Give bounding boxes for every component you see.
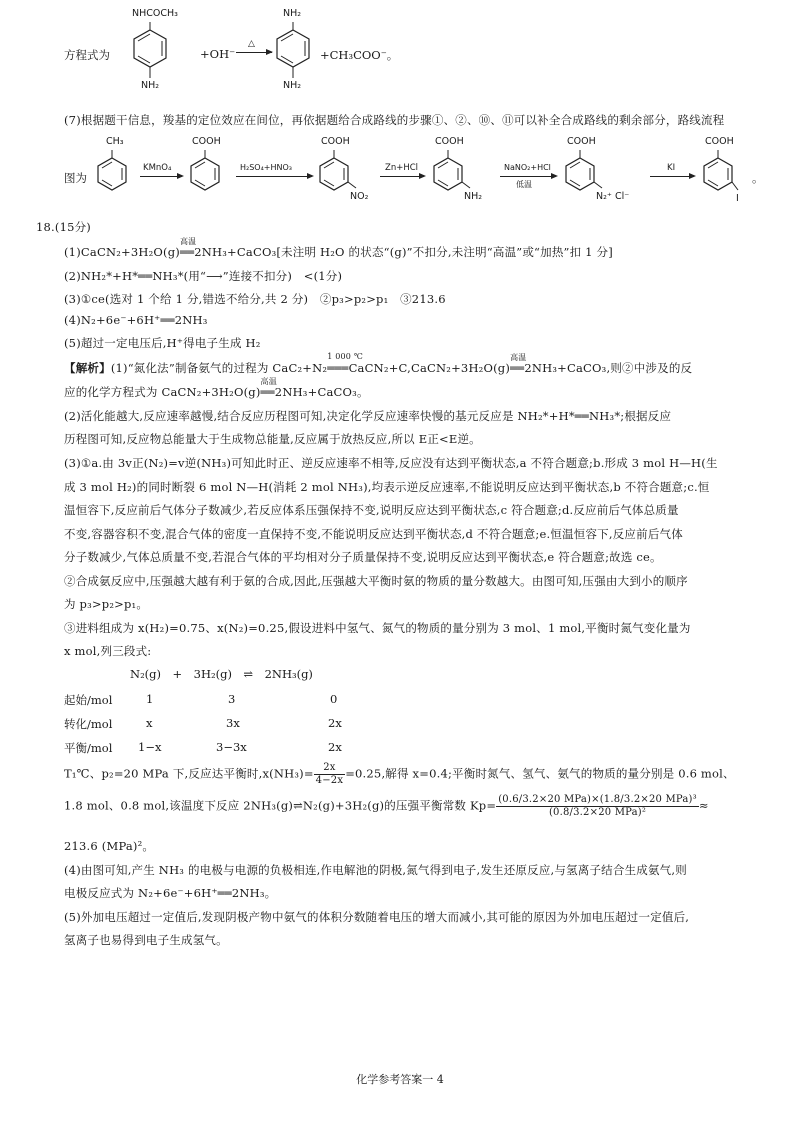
an3c: 温恒容下,反应前后气体分子数减少,若反应体系压强保持不变,说明反应达到平衡状态,c 符合题意;d.反应前后气体总质量	[64, 503, 679, 517]
amino-cooh: COOH	[435, 136, 464, 147]
benzoic-acid-structure	[187, 140, 227, 210]
arrow-nitration	[236, 176, 312, 177]
an3d: 不变,容器容积不变,混合气体的密度一直保持不变,不能说明反应达到平衡状态,d 不符合题意;e.恒温恒容下,反应前后气体	[64, 527, 683, 541]
toluene-structure	[94, 140, 134, 210]
iodo-i: I	[736, 193, 739, 204]
ice-table-equation: N₂(g) + 3H₂(g) ⇌ 2NH₃(g)	[130, 667, 313, 681]
benzoic-cooh: COOH	[192, 136, 221, 147]
page-footer: 化学参考答案一 4	[356, 1073, 444, 1086]
arrow-head-nitration	[307, 173, 314, 179]
an3a: (3)①a.由 3v正(N₂)=v逆(NH₃)可知此时正、逆反应速率不相等,反应没有达到平衡状态,a 不符合题意;b.形成 3 mol H—H(生	[64, 456, 718, 470]
kp-denominator: (0.8/3.2×20 MPa)²	[548, 807, 647, 818]
reagent-kmno4: KMnO₄	[143, 163, 172, 173]
ice-cell-h2: 3−3x	[216, 740, 247, 754]
ice-cell-h2: 3	[228, 692, 236, 706]
pda-bottom-nh2: NH₂	[283, 80, 302, 91]
acetanilide-nh2: NH₂	[141, 80, 160, 91]
plus-oh: +OH⁻	[200, 47, 236, 61]
ice-cell-nh3: 0	[330, 692, 338, 706]
an2b: 历程图可知,反应物总能量大于生成物总能量,反应属于放热反应,所以 E正<E逆。	[64, 432, 481, 446]
an4a: (4)由图可知,产生 NH₃ 的电极与电源的负极相连,作电解池的阴极,氮气得到电子,发生还原反应,与氢离子结合生成氨气,则	[64, 863, 687, 877]
iodo-cooh: COOH	[705, 136, 734, 147]
q18-a1-left: (1)CaCN₂+3H₂O(g)	[64, 245, 180, 259]
nitrobenzoic-acid-structure	[316, 140, 369, 215]
heat-symbol: △	[248, 39, 255, 49]
ice-row-label: 起始/mol	[64, 693, 113, 707]
arrow-head-diazotization	[551, 173, 558, 179]
an4b: 电极反应式为 N₂+6e⁻+6H⁺══2NH₃。	[64, 886, 277, 900]
q7-text: (7)根据题干信息，羧基的定位效应在间位，再依据题给合成路线的步骤①、②、⑩、⑪可以补全合成路线的剩余部分，路线流程	[64, 113, 725, 127]
approx-sign: ≈	[698, 798, 709, 813]
label-high-temp-3: 高温	[260, 377, 277, 386]
arrow-kmno4	[140, 176, 182, 177]
an3f: ②合成氨反应中,压强越大越有利于氨的合成,因此,压强越大平衡时氨的物质的量分数越大。由图可知,压强由大到小的顺序	[64, 574, 688, 588]
ice-cell-n2: 1−x	[138, 740, 162, 754]
q18-header: 18.(15分)	[36, 220, 91, 234]
analysis-line-1	[64, 352, 693, 376]
diazonium-n2cl: N₂⁺ Cl⁻	[596, 191, 630, 202]
reagent-zn-hcl: Zn+HCl	[385, 163, 419, 173]
toluene-ch3: CH₃	[106, 136, 124, 147]
an3l: 213.6 (MPa)²。	[64, 839, 155, 853]
diazonium-cooh: COOH	[567, 136, 596, 147]
aminobenzoic-acid-structure	[430, 140, 483, 215]
an5b: 氢离子也易得到电子生成氢气。	[64, 933, 228, 947]
an1d: 应的化学方程式为 CaCN₂+3H₂O(g)	[64, 385, 261, 399]
reagent-ki: KI	[667, 163, 676, 173]
q7-route-prefix: 图为	[64, 171, 87, 185]
an3i: x mol,列三段式:	[64, 644, 152, 658]
label-high-temp-2: 高温	[510, 353, 527, 362]
arrow-high-temp-3: 高温 ══	[260, 377, 277, 399]
ice-row-label: 转化/mol	[64, 717, 113, 731]
arrow-head-iodination	[689, 173, 696, 179]
q18-a1-right: 2NH₃+CaCO₃[未注明 H₂O 的状态“(g)”不扣分,未注明“高温”或“加热”扣 1 分]	[194, 245, 613, 259]
nitro-no2: NO₂	[350, 191, 369, 202]
an3j-b: =0.25,解得 x=0.4;平衡时氮气、氢气、氨气的物质的量分别是 0.6 mol、	[345, 766, 735, 781]
diazonium-structure	[562, 140, 612, 215]
q18-a2: (2)NH₂*+H*══NH₃*(用“⟶”连接不扣分) <(1分)	[64, 269, 343, 283]
an3j-a: T₁℃、p₂=20 MPa 下,反应达平衡时,x(NH₃)=	[64, 766, 314, 781]
ice-cell-nh3: 2x	[328, 716, 342, 730]
arrow-head-reduction	[419, 173, 426, 179]
arrow-iodination	[650, 176, 694, 177]
reagent-diazotization: NaNO₂+HCl	[504, 163, 551, 172]
kp-fraction	[496, 794, 699, 819]
an1a: (1)“氮化法”制备氨气的过程为 CaC₂+N₂	[110, 361, 328, 375]
q18-a4: (4)N₂+6e⁻+6H⁺══2NH₃	[64, 313, 208, 327]
q18-a3: (3)①ce(选对 1 个给 1 分,错选不给分,共 2 分) ②p₃>p₂>p₁ ③213.6	[64, 292, 446, 306]
ice-cell-n2: 1	[146, 692, 154, 706]
an1e: 2NH₃+CaCO₃。	[274, 385, 369, 399]
high-temp-label: 高温	[179, 237, 197, 246]
an3k-a: 1.8 mol、0.8 mol,该温度下反应 2NH₃(g)⇌N₂(g)+3H₂(g)的压强平衡常数 Kp=	[64, 798, 497, 813]
kp-numerator: (0.6/3.2×20 MPa)×(1.8/3.2×20 MPa)³	[498, 794, 697, 805]
amino-nh2: NH₂	[464, 191, 483, 202]
an3e: 分子数减少,气体总质量不变,若混合气体的平均相对分子质量保持不变,说明反应达到平衡状态,e 符合题意;故选 ce。	[64, 550, 662, 564]
arrow-reduction	[380, 176, 424, 177]
analysis-line-2	[64, 377, 369, 400]
q18-a5: (5)超过一定电压后,H⁺得电子生成 H₂	[64, 336, 261, 350]
an3g: 为 p₃>p₂>p₁。	[64, 597, 149, 611]
route-end: 。	[752, 171, 764, 185]
an2a: (2)活化能越大,反应速率越慢,结合反应历程图可知,决定化学反应速率快慢的基元反应是 NH₂*+H*══NH₃*;根据反应	[64, 409, 672, 423]
an3b: 成 3 mol H₂)的同时断裂 6 mol N—H(消耗 2 mol NH₃),均表示逆反应速率,不能说明反应达到平衡状态,b 不符合题意;c.恒	[64, 480, 710, 494]
q18-a1	[64, 237, 613, 260]
arrow-1000c: 1 000 ℃ ═══	[327, 352, 363, 375]
ice-cell-h2: 3x	[226, 716, 240, 730]
plus-acetate: +CH₃COO⁻。	[320, 48, 399, 62]
an5a: (5)外加电压超过一定值后,发现阴极产物中氨气的体积分数随着电压的增大而减小,其可能的原因为外加电压超过一定值后,	[64, 910, 690, 924]
analysis-label: 【解析】	[64, 361, 111, 375]
iodobenzoic-acid-structure	[700, 140, 750, 215]
an1c: 2NH₃+CaCO₃,则②中涉及的反	[524, 361, 693, 375]
arrow-head-1	[266, 49, 273, 55]
frac-den: 4−2x	[315, 775, 344, 786]
high-temp-arrow: 高温 ══	[179, 237, 197, 259]
arrow-head-kmno4	[177, 173, 184, 179]
ice-cell-nh3: 2x	[328, 740, 342, 754]
an3j	[64, 762, 735, 787]
label-1000c: 1 000 ℃	[327, 352, 363, 361]
nitro-cooh: COOH	[321, 136, 350, 147]
arrow-diazotization	[500, 176, 556, 177]
frac-num: 2x	[314, 762, 346, 775]
pda-top-nh2: NH₂	[283, 8, 302, 19]
an1b: CaCN₂+C,CaCN₂+3H₂O(g)	[348, 361, 511, 375]
acetanilide-sub: NHCOCH₃	[132, 8, 178, 19]
an3h: ③进料组成为 x(H₂)=0.75、x(N₂)=0.25,假设进料中氢气、氮气的物质的量分别为 3 mol、1 mol,平衡时氮气变化量为	[64, 621, 691, 635]
ice-cell-n2: x	[146, 716, 153, 730]
arrow-high-temp-2: 高温 ══	[510, 353, 527, 375]
reagent-nitration: H₂SO₄+HNO₃	[240, 163, 293, 172]
reagent-low-temp: 低温	[516, 180, 532, 189]
an3k	[64, 794, 709, 819]
eq-prefix: 方程式为	[64, 48, 110, 62]
ice-row-label: 平衡/mol	[64, 741, 113, 755]
fraction-xnh3	[314, 762, 346, 787]
